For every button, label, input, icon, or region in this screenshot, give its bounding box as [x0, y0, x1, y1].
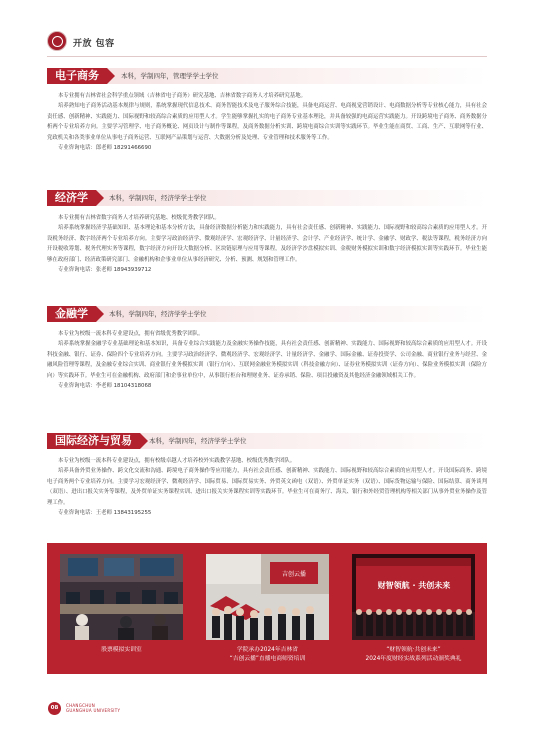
- university-logo-icon: [47, 31, 67, 51]
- section-international-trade: [47, 433, 487, 518]
- section-body: [47, 91, 487, 153]
- header-title: 开放 包容: [73, 39, 115, 49]
- photo-caption: [206, 646, 329, 664]
- stock-lab-image: [60, 554, 183, 640]
- paragraph: 本专业为校级一流本科专业建设点，拥有校级卓越人才培养校外实践教学基地、校级优秀教学团队。: [58, 458, 296, 464]
- section-body: [47, 329, 487, 391]
- section-title: 经济学: [47, 190, 96, 206]
- award-ceremony-image: [352, 554, 475, 640]
- section-body: [47, 213, 487, 275]
- section-heading: [47, 306, 487, 322]
- paragraph: 本专业拥有吉林省社会科学重点领域（吉林省电子商务）研究基地、吉林省数字商务人才培养研究基地。: [58, 93, 306, 99]
- caption-line: “吉创云播”直播电商师资培训: [229, 656, 306, 662]
- section-heading: [47, 190, 487, 206]
- paragraph: 培养系统掌握金融学专业基础理论和基本知识，具备专业综合实践能力及金融实务操作技能，具有社会责任感、创新精神、实践能力、国际视野和较高综合素质的应用型人才。开设科技金融、银行、证券、保险四个专业培养方向。主要学习政治经济学、微观经济学、宏观经济学、计量经济学、金融学、国际金融、证券投资学、公司金融、商业银行业务与经营、金融风险管理等课程，及金融专业综合实训、商业银行业务模拟实训（银行方向）、互联网金融业务模拟实训（科技金融方向）、证券业务模拟实训（证券方向）、保险业务模拟实训（保险方向）等实践环节。毕业生可在金融机构、政府部门和企事业单位中，从事银行柜台和理财业务、证券承销、保险、项目投融资及其他经济金融领域相关工作。: [47, 341, 487, 379]
- section-title: 金融学: [47, 306, 96, 322]
- section-finance: [47, 306, 487, 391]
- paragraph: 培养具备外贸业务操作、跨文化交流和沟通、跨境电子商务操作等应用能力，具有社会责任感、创新精神、实践能力、国际视野和较高综合素质的应用型人才。开设国际商务、跨境电子商务两个专业培养方向。主要学习宏观经济学、微观经济学、国际贸易、国际贸易实务、外贸英文函电（双语）、外贸单证实务（双语）、国际货物运输与保险、国际结算、商务谈判（双语）、进出口报关实务等课程，及外贸单证实务课程实训、进出口报关实务课程实训等实践环节。毕业生可在商务厅、海关、银行和外经贸管理机构等相关部门从事外贸业务操作及管理工作。: [47, 468, 487, 506]
- page-number: 08: [48, 702, 61, 715]
- footer-text: [66, 703, 120, 713]
- contact-line: 专业咨询电话：王老师 13843195255: [58, 510, 152, 517]
- section-meta: 本科，学制四年，经济学学士学位: [149, 437, 247, 445]
- section-meta: 本科，学制四年，管理学学士学位: [121, 72, 219, 80]
- livestream-training-image: [206, 554, 329, 640]
- photo-stock-lab: [60, 554, 183, 640]
- section-heading: [47, 433, 487, 449]
- photo-award-ceremony: [352, 554, 475, 640]
- caption-line: 2024年度财经实战系列活动颁奖典礼: [365, 656, 462, 662]
- banner-text: 吉创云播: [281, 571, 307, 578]
- contact-line: 专业咨询电话：李老师 18104318068: [58, 383, 152, 390]
- section-meta: 本科，学制四年，经济学学士学位: [109, 194, 207, 202]
- caption-line: 股票模拟实训室: [101, 647, 142, 653]
- footer-line: GUANGHUA UNIVERSITY: [66, 708, 121, 713]
- photo-caption: [60, 646, 183, 655]
- photo-panel: [47, 543, 487, 674]
- section-e-commerce: [47, 68, 487, 153]
- paragraph: 培养熟知电子商务活动基本规律与规则，系统掌握现代信息技术、商务智能技术及电子服务综合技能，具备电商运营、电商视觉营销设计、电商数据分析等专业核心能力，具有社会责任感、创新精神、实践能力、国际视野和较高综合素质的应用型人才。学生能够掌握扎实的电子商务专业基本理论，并具备较强的电商运营实践能力。开设跨境电子商务、商务数据分析两个专业培养方向。主要学习管理学、电子商务概论、网页设计与制作等课程，及商务数据分析实训、跨境电商综合实训等实践环节。毕业生能在商贸、工商、生产、互联网等行业、党政机关和各类事业单位从事电子商务运营、互联网产品策划与运营、大数据分析及处理、专业管理和技术服务等工作。: [47, 103, 487, 141]
- paragraph: 本专业拥有吉林省数字商务人才培养研究基地、校级优秀教学团队。: [58, 215, 220, 221]
- paragraph: 培养系统掌握经济学基础知识、基本理论和基本分析方法，具备经济数据分析能力和实践能力，具有社会责任感、创新精神、实践能力、国际视野和较高综合素质的应用型人才。开设税务经济、数字经济两个专业培养方向。主要学习政治经济学、微观经济学、宏观经济学、计量经济学、会计学、产业经济学、统计学、金融学、财政学、税法等课程，税务经济方向开设税收筹划、税务代理实务等课程，数字经济方向开设大数据分析、区块链原理与应用等课程，及经济学沙盘模拟实训、金税财务模拟实训和数字经济模拟实训等实践环节。毕业生能够在政府部门、经济政策研究部门、金融机构和企事业单位从事经济研究、分析、预测、规划和管理工作。: [47, 225, 487, 263]
- header-divider: [47, 56, 487, 57]
- section-body: [47, 456, 487, 518]
- page-header: [0, 0, 534, 56]
- contact-line: 专业咨询电话：张老师 18943939712: [58, 267, 152, 274]
- section-title: 国际经济与贸易: [47, 433, 140, 449]
- caption-line: 学院承办2024年吉林省: [236, 647, 299, 653]
- photo-livestream-training: [206, 554, 329, 640]
- section-economics: [47, 190, 487, 275]
- paragraph: 本专业为校级一流本科专业建设点，拥有省级优秀教学团队。: [58, 331, 204, 337]
- contact-line: 专业咨询电话：郎老师 18291466690: [58, 145, 152, 152]
- section-meta: 本科，学制四年，经济学学士学位: [109, 310, 207, 318]
- caption-line: “财智领航·共创未来”: [386, 647, 441, 653]
- banner-text: 财智领航 · 共创未来: [377, 581, 451, 590]
- section-heading: [47, 68, 487, 84]
- footer-line: CHANGCHUN: [66, 703, 96, 708]
- photo-caption: [352, 646, 475, 664]
- section-title: 电子商务: [47, 68, 107, 84]
